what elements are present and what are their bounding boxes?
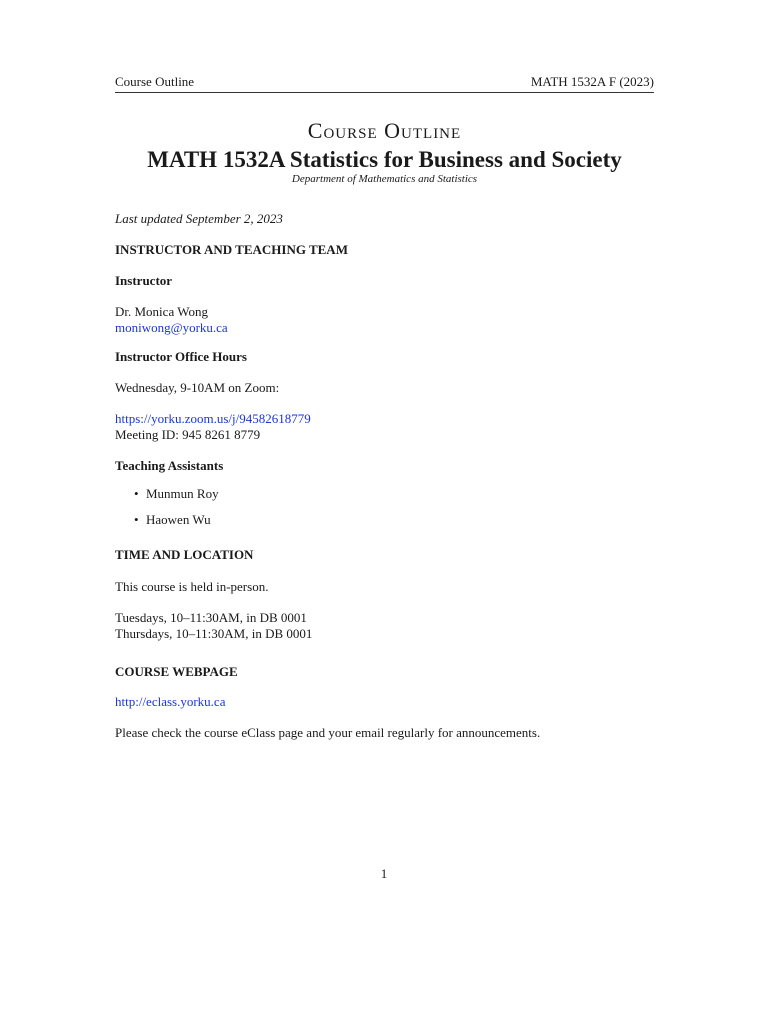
list-item xyxy=(134,512,211,528)
page-number: 1 xyxy=(380,866,388,881)
bullet-icon: • xyxy=(134,512,139,527)
teaching-assistants-heading: Teaching Assistants xyxy=(115,458,224,473)
meeting-id: Meeting ID: 945 8261 8779 xyxy=(115,427,261,442)
course-title: MATH 1532A Statistics for Business and Society xyxy=(147,147,622,172)
eclass-link[interactable]: http://eclass.yorku.ca xyxy=(115,694,226,709)
header-rule xyxy=(115,92,654,93)
office-hours-text: Wednesday, 9-10AM on Zoom: xyxy=(115,380,280,395)
instructor-email-link[interactable]: moniwong@yorku.ca xyxy=(115,320,228,335)
instructor-team-heading: INSTRUCTOR AND TEACHING TEAM xyxy=(115,242,348,257)
instructor-name: Dr. Monica Wong xyxy=(115,304,208,319)
course-outline-title: Course Outline xyxy=(307,118,462,143)
office-hours-heading: Instructor Office Hours xyxy=(115,349,247,364)
tuesday-schedule: Tuesdays, 10–11:30AM, in DB 0001 xyxy=(115,610,307,625)
list-item xyxy=(134,486,219,502)
header-right: MATH 1532A F (2023) xyxy=(530,74,654,89)
ta-name: Haowen Wu xyxy=(146,512,211,527)
announcement-note: Please check the course eClass page and your email regularly for announcements. xyxy=(115,725,541,740)
ta-name: Munmun Roy xyxy=(146,486,219,501)
course-mode: This course is held in-person. xyxy=(115,579,269,594)
running-header xyxy=(115,74,654,90)
instructor-heading: Instructor xyxy=(115,273,173,288)
header-left: Course Outline xyxy=(115,74,195,89)
time-location-heading: TIME AND LOCATION xyxy=(115,547,254,562)
bullet-icon: • xyxy=(134,486,139,501)
course-webpage-heading: COURSE WEBPAGE xyxy=(115,664,238,679)
department-subtitle: Department of Mathematics and Statistics xyxy=(291,173,478,185)
last-updated: Last updated September 2, 2023 xyxy=(115,211,283,226)
zoom-link[interactable]: https://yorku.zoom.us/j/94582618779 xyxy=(115,411,311,426)
thursday-schedule: Thursdays, 10–11:30AM, in DB 0001 xyxy=(115,626,313,641)
